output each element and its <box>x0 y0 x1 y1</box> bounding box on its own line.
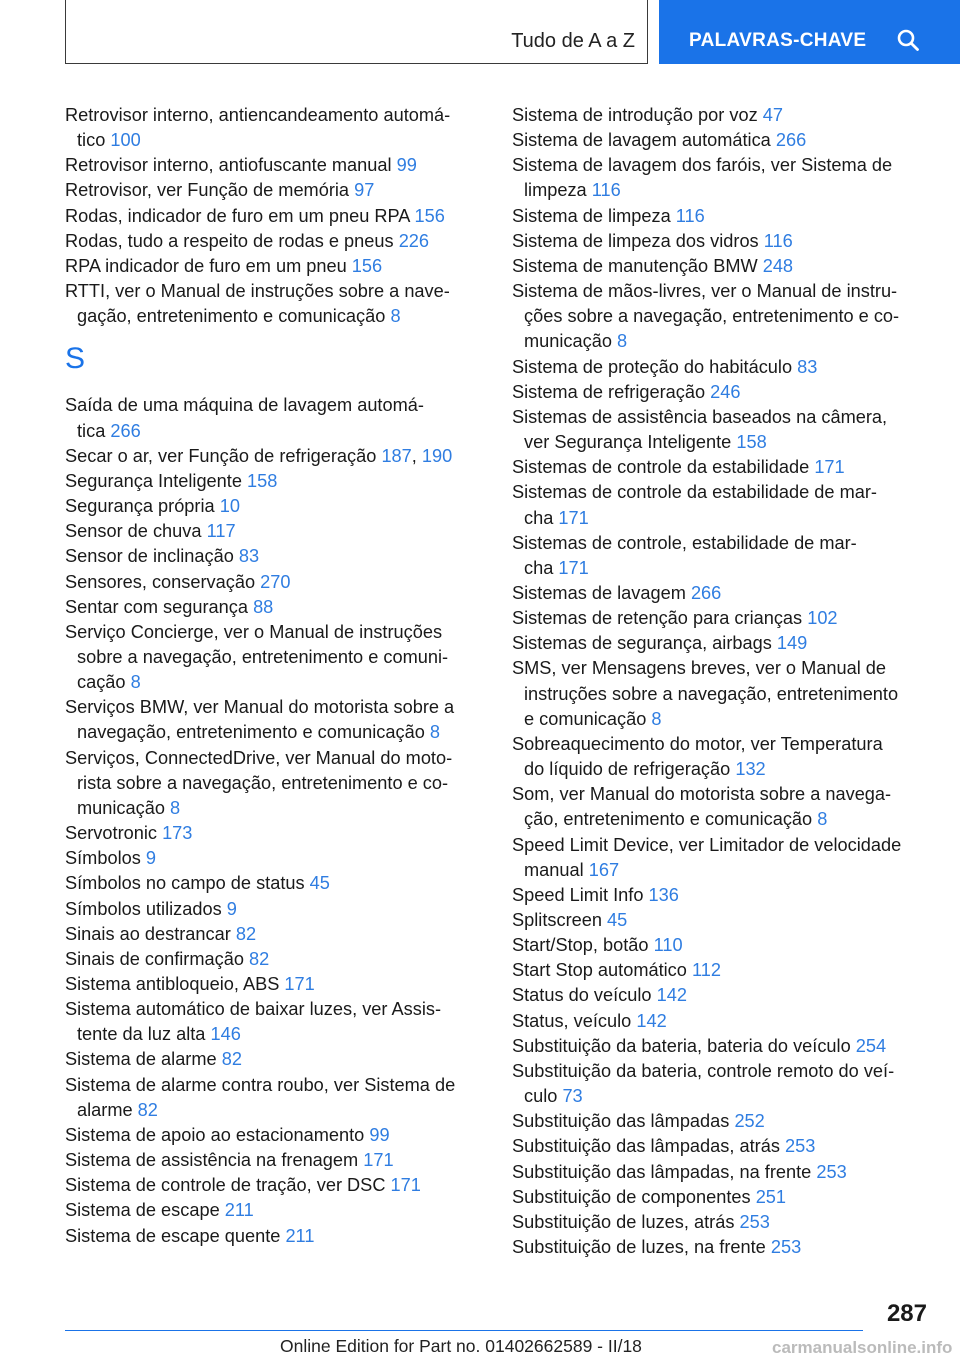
page-reference-link[interactable]: 116 <box>675 205 705 226</box>
page-reference-link[interactable]: 110 <box>653 935 683 956</box>
index-entry-text: Sistemas de segurança, airbags 149 <box>512 633 808 654</box>
page-reference-link[interactable]: 211 <box>285 1225 315 1246</box>
index-entry-text: Sistemas de retenção para crianças 102 <box>512 608 838 629</box>
index-entry <box>512 656 932 731</box>
index-entry <box>65 153 485 178</box>
index-entry-text: rista sobre a navegação, entretenimento e co- <box>77 772 449 793</box>
index-entry-text: Segurança própria 10 <box>65 496 240 517</box>
index-entry <box>65 103 485 153</box>
page-reference-link[interactable]: 266 <box>775 130 807 151</box>
index-entry-text: Sentar com segurança 88 <box>65 596 274 617</box>
index-entry <box>512 833 932 883</box>
page-reference-link[interactable]: 171 <box>558 507 589 528</box>
index-entry <box>65 1224 485 1249</box>
index-entry-text: Substituição das lâmpadas 252 <box>512 1111 765 1132</box>
page-reference-link[interactable]: 190 <box>421 445 453 466</box>
index-entry-text: gação, entretenimento e comunicação 8 <box>77 306 401 327</box>
page-reference-link[interactable]: 149 <box>776 633 808 654</box>
page-reference-link[interactable]: 136 <box>648 884 679 905</box>
index-entry <box>512 1134 932 1159</box>
index-entry-text: Serviços, ConnectedDrive, ver Manual do moto- <box>65 747 453 768</box>
page-reference-link[interactable]: 142 <box>656 985 687 1006</box>
page-reference-link[interactable]: 45 <box>607 910 628 930</box>
page-reference-link[interactable]: 8 <box>651 708 662 729</box>
index-entry-text: Sistema de proteção do habitáculo 83 <box>512 356 818 377</box>
index-entry-text: Serviço Concierge, ver o Manual de instruções <box>65 621 443 642</box>
index-entry-text: Sistema de alarme contra roubo, ver Sistema de <box>65 1074 456 1095</box>
header-title: Tudo de A a Z <box>511 30 635 52</box>
index-entry <box>65 570 485 595</box>
index-entry <box>65 972 485 997</box>
index-entry-text: Substituição da bateria, controle remoto do veí- <box>512 1060 895 1081</box>
index-entry <box>512 631 932 656</box>
page-reference-link[interactable]: 82 <box>235 923 257 944</box>
index-entry <box>65 620 485 695</box>
page-reference-link[interactable]: 158 <box>247 470 278 491</box>
index-entry-text: Retrovisor interno, antiencandeamento automá- <box>65 105 451 125</box>
page-reference-link[interactable]: 248 <box>762 255 794 276</box>
page-reference-link[interactable]: 253 <box>816 1161 847 1182</box>
index-entry-text: navegação, entretenimento e comunicação 8 <box>77 722 440 743</box>
page-reference-link[interactable]: 8 <box>390 306 401 327</box>
index-entry-text: Sistema de alarme 82 <box>65 1049 242 1070</box>
page-reference-link[interactable]: 9 <box>145 848 157 869</box>
index-entry <box>512 581 932 606</box>
index-entry <box>512 1185 932 1210</box>
index-entry-text: SMS, ver Mensagens breves, ver o Manual de <box>512 658 887 679</box>
index-entry-text: Sistema de introdução por voz 47 <box>512 105 783 125</box>
page-reference-link[interactable]: 146 <box>210 1024 241 1045</box>
index-entry-text: Sistema de limpeza dos vidros 116 <box>512 230 793 251</box>
page-reference-link[interactable]: 270 <box>260 571 291 592</box>
page-reference-link[interactable]: 211 <box>224 1200 254 1221</box>
footer-divider <box>65 1330 863 1331</box>
index-entry-text: Sobreaquecimento do motor, ver Temperatura <box>512 733 883 754</box>
index-entry <box>65 595 485 620</box>
index-entry-text: tica 266 <box>77 420 141 441</box>
index-entry-text: Substituição da bateria, bateria do veículo 254 <box>512 1035 887 1056</box>
index-entry-text: Secar o ar, ver Função de refrigeração 187, 190 <box>65 445 453 466</box>
index-entry-text: Start/Stop, botão 110 <box>512 935 683 956</box>
page-reference-link[interactable]: 83 <box>797 356 818 377</box>
index-entry <box>512 1109 932 1134</box>
index-entry <box>512 1210 932 1235</box>
index-entry <box>512 229 932 254</box>
index-entry-text: Sistema de lavagem dos faróis, ver Sistema de <box>512 155 893 176</box>
index-entry-text: RTTI, ver o Manual de instruções sobre a nave- <box>65 281 450 302</box>
index-entry <box>512 405 932 455</box>
index-entry-text: Sistemas de controle da estabilidade de mar- <box>512 482 877 503</box>
page-reference-link[interactable]: 253 <box>770 1237 802 1258</box>
index-entry <box>65 897 485 922</box>
page-reference-link[interactable]: 83 <box>238 546 260 567</box>
page-reference-link[interactable]: 100 <box>110 130 141 151</box>
index-entry <box>65 178 485 203</box>
index-entry <box>512 455 932 480</box>
index-entry <box>65 947 485 972</box>
index-entry <box>65 444 485 469</box>
index-entry <box>65 204 485 229</box>
index-entry <box>65 229 485 254</box>
index-entry-text: alarme 82 <box>77 1099 158 1120</box>
index-entry <box>65 254 485 279</box>
index-entry-text: Símbolos 9 <box>65 848 157 869</box>
index-entry-text: instruções sobre a navegação, entretenimento <box>524 683 899 704</box>
index-entry-text: Sistema de manutenção BMW 248 <box>512 255 794 276</box>
page-reference-link[interactable]: 171 <box>390 1175 421 1196</box>
page-reference-link[interactable]: 171 <box>558 557 589 578</box>
index-column-right <box>512 103 932 1260</box>
index-entry <box>65 1123 485 1148</box>
index-entry-text: Símbolos utilizados 9 <box>65 898 237 919</box>
index-entry-text: Sinais de confirmação 82 <box>65 948 270 969</box>
page-reference-link[interactable]: 171 <box>814 457 845 478</box>
index-entry <box>512 204 932 229</box>
index-entry-text: Speed Limit Info 136 <box>512 884 679 905</box>
index-entry <box>512 883 932 908</box>
index-entry <box>65 821 485 846</box>
page-reference-link[interactable]: 82 <box>221 1049 242 1070</box>
page-reference-link[interactable]: 173 <box>162 823 193 844</box>
index-entry <box>512 254 932 279</box>
page-reference-link[interactable]: 171 <box>363 1150 394 1171</box>
index-entry <box>65 871 485 896</box>
index-entry-text: Sensor de inclinação 83 <box>65 546 260 567</box>
index-entry <box>65 494 485 519</box>
page-reference-link[interactable]: 9 <box>226 898 237 919</box>
index-entry <box>65 469 485 494</box>
index-entry <box>512 103 932 128</box>
page-reference-link[interactable]: 99 <box>396 155 417 176</box>
index-entry-text: Sistema de escape 211 <box>65 1200 254 1221</box>
index-entry <box>512 1009 932 1034</box>
index-entry <box>65 746 485 821</box>
index-entry-text: Sensor de chuva 117 <box>65 521 236 542</box>
footer-edition-text: Online Edition for Part no. 01402662589 - II/18 <box>280 1336 642 1356</box>
index-entry <box>65 1198 485 1223</box>
index-entry-text: Rodas, indicador de furo em um pneu RPA 156 <box>65 205 445 226</box>
index-entry <box>512 732 932 782</box>
header-section-tab <box>65 0 648 64</box>
page-reference-link[interactable]: 252 <box>734 1111 765 1132</box>
page-reference-link[interactable]: 10 <box>219 496 240 517</box>
index-entry <box>512 606 932 631</box>
index-entry-text: sobre a navegação, entretenimento e comuni- <box>77 646 449 667</box>
page-reference-link[interactable]: 253 <box>784 1136 816 1157</box>
page-reference-link[interactable]: 156 <box>414 205 445 226</box>
index-entry <box>512 480 932 530</box>
index-entry-text: cha 171 <box>524 507 589 528</box>
section-letter: S <box>65 342 86 376</box>
index-entry <box>65 695 485 745</box>
index-entry <box>512 908 932 933</box>
index-entry-text: tente da luz alta 146 <box>77 1024 241 1045</box>
index-entry-text: do líquido de refrigeração 132 <box>524 759 766 780</box>
index-entry <box>512 279 932 354</box>
index-entry <box>512 782 932 832</box>
index-entry-text: municação 8 <box>524 331 628 352</box>
page-reference-link[interactable]: 8 <box>429 722 440 743</box>
index-entry-text: Som, ver Manual do motorista sobre a navega- <box>512 784 892 805</box>
index-entry-text: Start Stop automático 112 <box>512 960 721 981</box>
index-entry <box>512 1160 932 1185</box>
index-entry-text: Substituição de luzes, atrás 253 <box>512 1211 770 1232</box>
page-reference-link[interactable]: 226 <box>398 230 430 251</box>
index-entry-text: municação 8 <box>77 797 181 818</box>
index-entry-text: cação 8 <box>77 672 141 693</box>
index-entry <box>512 983 932 1008</box>
index-entry-text: Sistemas de controle da estabilidade 171 <box>512 457 845 478</box>
page-reference-link[interactable]: 102 <box>807 608 838 629</box>
index-entry-text: Sistema de limpeza 116 <box>512 205 705 226</box>
index-entry-text: Sistema automático de baixar luzes, ver Assis- <box>65 999 442 1020</box>
page-reference-link[interactable]: 117 <box>206 521 236 542</box>
page-reference-link[interactable]: 253 <box>739 1211 770 1232</box>
index-entry-text: Segurança Inteligente 158 <box>65 470 278 491</box>
index-entry <box>65 519 485 544</box>
index-entry-text: Sistema antibloqueio, ABS 171 <box>65 974 315 994</box>
page-reference-link[interactable]: 132 <box>735 759 766 780</box>
index-entry-text: Substituição de componentes 251 <box>512 1186 787 1207</box>
page-reference-link[interactable]: 8 <box>130 672 141 693</box>
index-entry <box>65 1173 485 1198</box>
page-reference-link[interactable]: 8 <box>817 809 828 830</box>
index-entry-text: Sistema de apoio ao estacionamento 99 <box>65 1124 390 1145</box>
index-entry-text: Sistemas de assistência baseados na câmera, <box>512 406 888 427</box>
page-reference-link[interactable]: 187 <box>381 445 412 466</box>
index-entry-text: Sistema de controle de tração, ver DSC 171 <box>65 1175 421 1196</box>
index-column-left <box>65 103 485 1249</box>
page-reference-link[interactable]: 99 <box>369 1124 390 1145</box>
index-entry <box>512 958 932 983</box>
index-entry <box>65 393 485 443</box>
page-reference-link[interactable]: 266 <box>110 420 141 441</box>
page-reference-link[interactable]: 112 <box>691 960 721 981</box>
index-entry <box>512 380 932 405</box>
index-entry-text: Splitscreen 45 <box>512 910 628 930</box>
page-reference-link[interactable]: 251 <box>755 1186 787 1207</box>
index-entry-text: Símbolos no campo de status 45 <box>65 873 330 894</box>
index-entry-text: Substituição das lâmpadas, atrás 253 <box>512 1136 816 1157</box>
page-number: 287 <box>886 1300 927 1327</box>
index-entry-text: ção, entretenimento e comunicação 8 <box>524 809 828 830</box>
index-entry-text: Sistema de mãos-livres, ver o Manual de instru- <box>512 281 898 302</box>
index-entry-text: RPA indicador de furo em um pneu 156 <box>65 255 383 276</box>
index-entry-text: Sistema de refrigeração 246 <box>512 381 741 402</box>
index-entry <box>65 544 485 569</box>
index-entry <box>65 997 485 1047</box>
index-entry-text: Sistemas de controle, estabilidade de mar- <box>512 532 857 553</box>
index-entry <box>65 846 485 871</box>
index-entry <box>65 1148 485 1173</box>
index-entry-text: Sensores, conservação 270 <box>65 571 291 592</box>
page-reference-link[interactable]: 82 <box>249 948 270 969</box>
page-reference-link[interactable]: 171 <box>284 974 315 994</box>
page-reference-link[interactable]: 47 <box>762 105 783 125</box>
index-entry-text: ver Segurança Inteligente 158 <box>524 432 767 453</box>
index-entry-text: Sistema de assistência na frenagem 171 <box>65 1150 394 1171</box>
index-entry-text: Rodas, tudo a respeito de rodas e pneus 226 <box>65 230 430 251</box>
index-entry-text: Retrovisor interno, antiofuscante manual 99 <box>65 155 417 176</box>
footer-watermark: carmanualsonline.info <box>772 1338 953 1357</box>
index-entry-text: Serviços BMW, ver Manual do motorista sobre a <box>65 697 455 718</box>
page-reference-link[interactable]: 246 <box>710 381 741 402</box>
index-entry <box>512 153 932 203</box>
index-entry-text: culo 73 <box>524 1086 583 1107</box>
index-entry-text: Sistema de lavagem automática 266 <box>512 130 807 151</box>
index-entry-text: e comunicação 8 <box>524 708 662 729</box>
index-entry-text: Status do veículo 142 <box>512 985 687 1006</box>
page-reference-link[interactable]: 8 <box>170 797 181 818</box>
index-entry <box>512 128 932 153</box>
index-entry-text: manual 167 <box>524 859 620 880</box>
page-reference-link[interactable]: 266 <box>690 582 722 603</box>
index-entry <box>65 1073 485 1123</box>
index-entry <box>512 355 932 380</box>
index-entry-text: tico 100 <box>77 130 141 151</box>
page-reference-link[interactable]: 116 <box>591 180 621 201</box>
page-reference-link[interactable]: 45 <box>309 873 330 894</box>
index-entry-text: ções sobre a navegação, entretenimento e co- <box>524 306 900 327</box>
index-entry-text: Speed Limit Device, ver Limitador de velocidade <box>512 834 902 855</box>
page-reference-link[interactable]: 8 <box>617 331 628 352</box>
index-entry <box>65 279 485 329</box>
index-entry-text: Status, veículo 142 <box>512 1010 667 1031</box>
keywords-label: PALAVRAS-CHAVE <box>689 30 867 51</box>
index-entry <box>512 933 932 958</box>
index-entry-text: cha 171 <box>524 557 589 578</box>
page-reference-link[interactable]: 116 <box>763 230 793 251</box>
index-entry-text: Servotronic 173 <box>65 823 193 844</box>
index-entry <box>512 531 932 581</box>
page-reference-link[interactable]: 73 <box>562 1086 583 1107</box>
index-entry-text: Sistema de escape quente 211 <box>65 1225 315 1246</box>
index-entry-text: Retrovisor, ver Função de memória 97 <box>65 180 375 201</box>
page-reference-link[interactable]: 88 <box>253 596 274 617</box>
index-entry-text: Sistemas de lavagem 266 <box>512 582 722 603</box>
index-entry-text: Substituição de luzes, na frente 253 <box>512 1237 802 1258</box>
index-entry <box>512 1034 932 1059</box>
index-entry-text: Sinais ao destrancar 82 <box>65 923 257 944</box>
page-reference-link[interactable]: 82 <box>137 1099 158 1120</box>
index-entry-text: Substituição das lâmpadas, na frente 253 <box>512 1161 847 1182</box>
page-reference-link[interactable]: 97 <box>354 180 375 201</box>
index-entry <box>512 1059 932 1109</box>
page-reference-link[interactable]: 158 <box>736 432 767 453</box>
page-reference-link[interactable]: 254 <box>855 1035 887 1056</box>
index-entry <box>65 922 485 947</box>
search-icon[interactable] <box>896 28 920 52</box>
page-reference-link[interactable]: 156 <box>351 255 383 276</box>
page-reference-link[interactable]: 142 <box>636 1010 667 1031</box>
index-entry <box>65 1047 485 1072</box>
index-entry-text: Saída de uma máquina de lavagem automá- <box>65 395 424 416</box>
index-entry-text: limpeza 116 <box>524 180 621 201</box>
page-reference-link[interactable]: 167 <box>588 859 620 880</box>
index-entry <box>512 1235 932 1260</box>
